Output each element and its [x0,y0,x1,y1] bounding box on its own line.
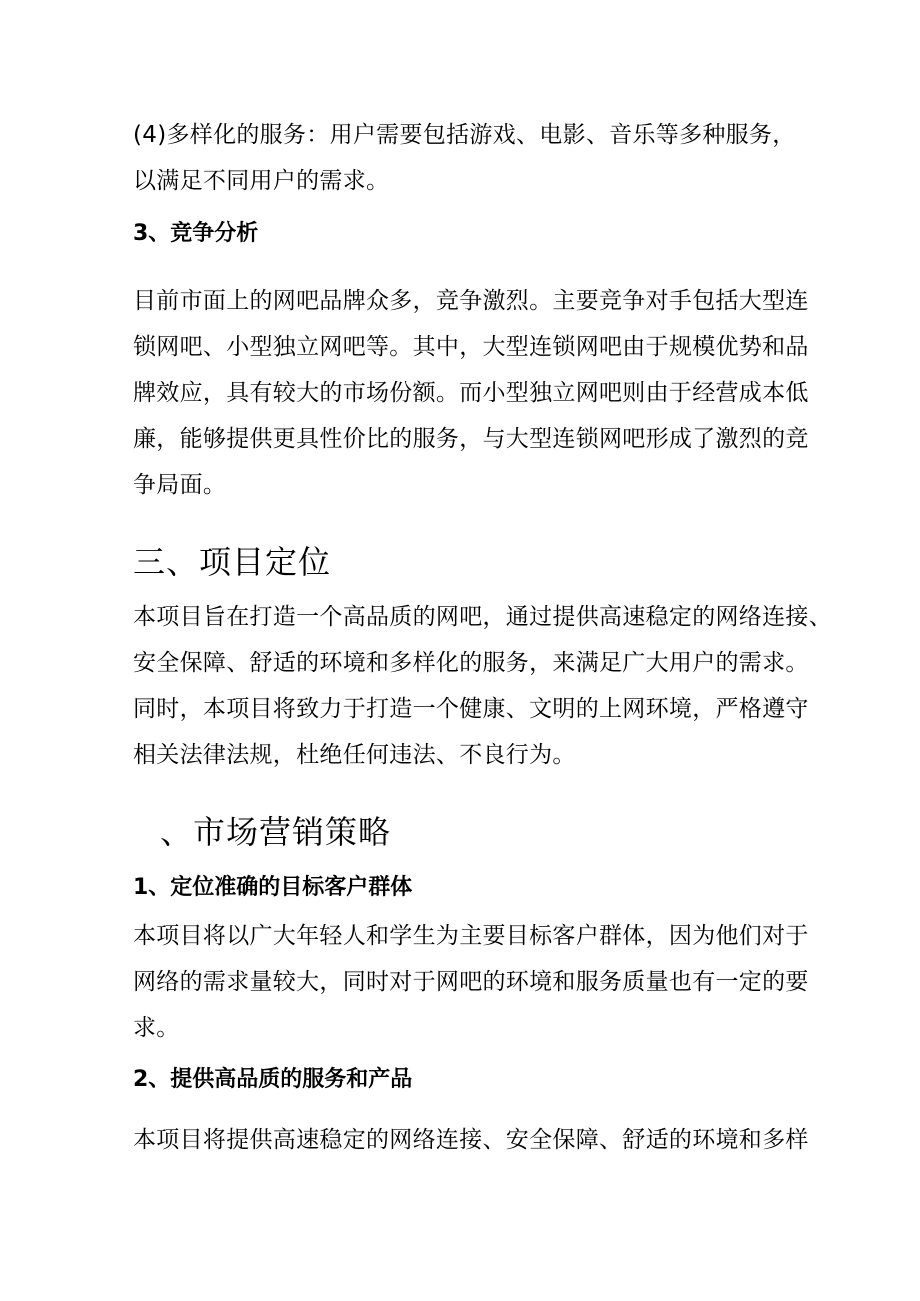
paragraph-line: 本项目将提供高速稳定的网络连接、安全保障、舒适的环境和多样 [133,1127,809,1153]
paragraph-line: (4)多样化的服务：用户需要包括游戏、电影、音乐等多种服务， [133,122,796,148]
paragraph-positioning [133,594,832,778]
paragraph-line: 以满足不同用户的需求。 [133,168,390,194]
section-heading-target-customers: 1、定位准确的目标客户群体 [133,875,413,900]
paragraph-line: 同时，本项目将致力于打造一个健康、文明的上网环境，严格遵守 [133,696,809,722]
paragraph-diverse-services [133,112,796,204]
chapter-heading-marketing: 、市场营销策略 [160,813,392,851]
paragraph-line: 廉，能够提供更具性价比的服务，与大型连锁网吧形成了激烈的竞 [133,426,809,452]
paragraph-quality-service [133,1117,809,1163]
paragraph-competition [133,278,809,508]
paragraph-line: 求。 [133,1015,180,1041]
section-heading-quality-service: 2、提供高品质的服务和产品 [133,1067,413,1092]
paragraph-line: 目前市面上的网吧品牌众多，竞争激烈。主要竞争对手包括大型连 [133,288,809,314]
section-heading-competition: 3、竞争分析 [133,221,259,246]
paragraph-line: 安全保障、舒适的环境和多样化的服务，来满足广大用户的需求。 [133,650,809,676]
paragraph-line: 争局面。 [133,472,227,498]
paragraph-line: 相关法律法规，杜绝任何违法、不良行为。 [133,742,576,768]
paragraph-line: 锁网吧、小型独立网吧等。其中，大型连锁网吧由于规模优势和品 [133,334,809,360]
paragraph-target-customers [133,913,809,1051]
paragraph-line: 本项目将以广大年轻人和学生为主要目标客户群体，因为他们对于 [133,923,809,949]
paragraph-line: 牌效应，具有较大的市场份额。而小型独立网吧则由于经营成本低 [133,380,809,406]
chapter-heading-positioning: 三、项目定位 [133,543,332,581]
paragraph-line: 本项目旨在打造一个高品质的网吧，通过提供高速稳定的网络连接、 [133,604,832,630]
paragraph-line: 网络的需求量较大，同时对于网吧的环境和服务质量也有一定的要 [133,969,809,995]
